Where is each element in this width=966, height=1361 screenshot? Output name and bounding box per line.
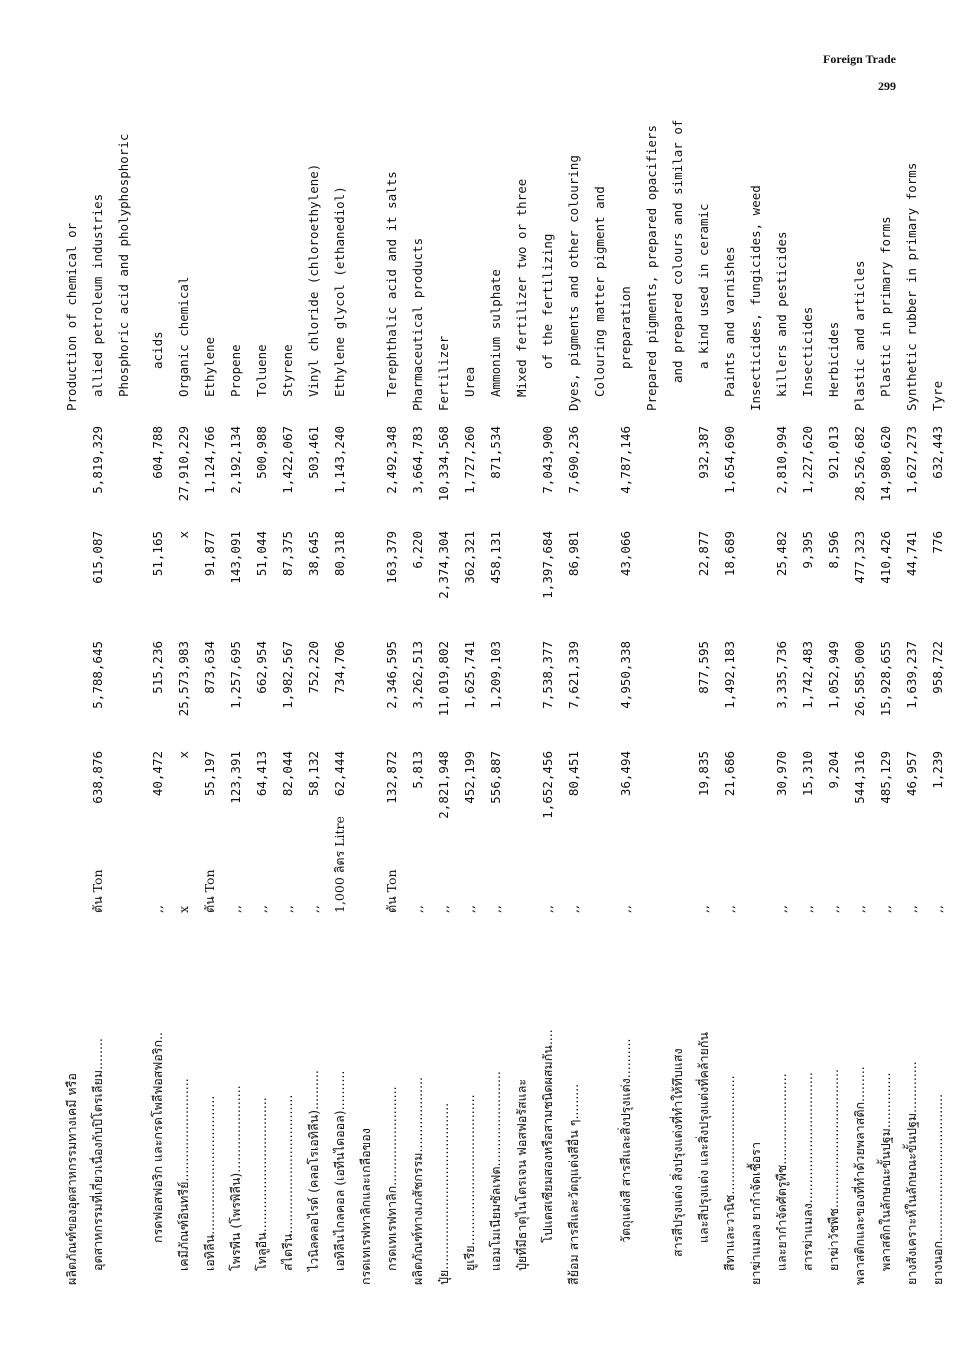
row-description-thai bbox=[588, 1271, 612, 1285]
table-row bbox=[666, 0, 690, 1361]
table-row bbox=[614, 0, 638, 1361]
quantity-year-2: 9,395 bbox=[800, 531, 815, 569]
row-description-english: Vinyl chloride (chloroethylene) bbox=[306, 163, 321, 397]
quantity-year-2: 38,645 bbox=[306, 531, 321, 577]
value-year-1: 1,639,237 bbox=[904, 641, 919, 709]
value-year-2: 7,690,236 bbox=[566, 426, 581, 494]
quantity-year-2: 163,379 bbox=[384, 531, 399, 584]
row-description-english: of the fertilizing bbox=[540, 233, 555, 369]
value-year-2: 604,788 bbox=[150, 426, 165, 479]
row-unit: ตัน Ton bbox=[202, 869, 217, 913]
row-unit: ,, bbox=[410, 905, 425, 913]
row-unit: ,, bbox=[618, 905, 633, 913]
quantity-year-2 bbox=[112, 531, 136, 621]
value-year-1: 5,788,645 bbox=[90, 641, 105, 709]
row-description-english: Prepared pigments, prepared opacifiers bbox=[644, 125, 659, 411]
quantity-year-1: x bbox=[176, 751, 191, 759]
quantity-year-1: 9,204 bbox=[826, 751, 841, 789]
row-description-english: Pharmaceutical products bbox=[410, 237, 425, 411]
quantity-year-2 bbox=[640, 531, 664, 621]
value-year-2 bbox=[510, 426, 534, 526]
row-description-english: Propene bbox=[228, 344, 243, 397]
value-year-1: 1,625,741 bbox=[462, 641, 477, 709]
row-unit: ,, bbox=[566, 905, 581, 913]
quantity-year-2: 1,397,684 bbox=[540, 531, 555, 599]
row-description-english: Ethylene bbox=[202, 336, 217, 397]
quantity-year-1: 30,970 bbox=[774, 751, 789, 797]
row-description-english: Production of chemical or bbox=[64, 222, 79, 411]
row-description-thai: พลาสติกในลักษณะขั้นปฐม.............. bbox=[878, 1072, 893, 1271]
value-year-1: 15,928,655 bbox=[878, 641, 893, 717]
table-row bbox=[354, 0, 378, 1361]
row-unit: ,, bbox=[696, 905, 711, 913]
value-year-2 bbox=[666, 426, 690, 526]
value-year-2 bbox=[112, 426, 136, 526]
quantity-year-2: 410,426 bbox=[878, 531, 893, 584]
row-description-english: killers and pesticides bbox=[774, 231, 789, 397]
row-description-thai: ผลิตภัณฑ์ทางเภสัชกรรม................... bbox=[410, 1076, 425, 1285]
table-row bbox=[250, 0, 274, 1361]
quantity-year-2: 25,482 bbox=[774, 531, 789, 577]
row-description-thai: กรดฟอสฟอริก และกรดโพลีฟอสฟอริก.. bbox=[150, 1031, 165, 1243]
quantity-year-1: 15,310 bbox=[800, 751, 815, 797]
row-description-thai: และยากำจัดศัตรูพืช....................... bbox=[774, 1073, 789, 1271]
value-year-1: 4,950,338 bbox=[618, 641, 633, 709]
row-description-thai: เอทิลีนไกลคอล (เอทีนไดออล).......... bbox=[332, 1070, 347, 1271]
value-year-2: 1,143,240 bbox=[332, 426, 347, 494]
quantity-year-2: 43,066 bbox=[618, 531, 633, 577]
value-year-2 bbox=[60, 426, 84, 526]
row-description-english: Insecticides, fungicides, weed bbox=[748, 185, 763, 411]
value-year-2: 921,013 bbox=[826, 426, 841, 479]
row-unit: ตัน Ton bbox=[90, 869, 105, 913]
table-row bbox=[510, 0, 534, 1361]
table-row bbox=[770, 0, 794, 1361]
table-row bbox=[692, 0, 716, 1361]
quantity-year-2: 6,220 bbox=[410, 531, 425, 569]
value-year-2: 1,422,067 bbox=[280, 426, 295, 494]
row-description-english: Dyes, pigments and other colouring bbox=[566, 155, 581, 411]
row-unit: ,, bbox=[540, 905, 555, 913]
quantity-year-1: 55,197 bbox=[202, 751, 217, 797]
row-description-thai: เคมีภัณฑ์อินทรีย์.......................... bbox=[176, 1078, 191, 1271]
row-unit: ,, bbox=[280, 905, 295, 913]
row-unit: ,, bbox=[722, 905, 737, 913]
row-description-thai: ปุ๋ย.......................................... bbox=[436, 1102, 451, 1285]
row-description-thai bbox=[112, 1271, 136, 1285]
table-row bbox=[328, 0, 352, 1361]
value-year-2 bbox=[744, 426, 768, 526]
quantity-year-1: 19,835 bbox=[696, 751, 711, 797]
quantity-year-2: 87,375 bbox=[280, 531, 295, 577]
row-unit: ,, bbox=[800, 905, 815, 913]
quantity-year-2 bbox=[666, 531, 690, 621]
table-row bbox=[458, 0, 482, 1361]
value-year-1: 2,346,595 bbox=[384, 641, 399, 709]
value-year-2: 1,227,620 bbox=[800, 426, 815, 494]
page-number: 299 bbox=[878, 79, 896, 93]
value-year-1: 734,706 bbox=[332, 641, 347, 694]
row-description-english: allied petroleum industries bbox=[90, 193, 105, 397]
quantity-year-2: 91,877 bbox=[202, 531, 217, 577]
value-year-2 bbox=[354, 426, 378, 526]
quantity-year-1 bbox=[666, 751, 690, 841]
quantity-year-1 bbox=[510, 751, 534, 841]
row-description-english: Paints and varnishes bbox=[722, 246, 737, 397]
row-description-english: Phosphoric acid and pholyphosphoric bbox=[116, 133, 131, 397]
value-year-1: 752,220 bbox=[306, 641, 321, 694]
value-year-1: 3,335,736 bbox=[774, 641, 789, 709]
quantity-year-2: 44,741 bbox=[904, 531, 919, 577]
quantity-year-1: 452,199 bbox=[462, 751, 477, 804]
value-year-2: 1,124,766 bbox=[202, 426, 217, 494]
table-row bbox=[484, 0, 508, 1361]
quantity-year-2: x bbox=[176, 531, 191, 539]
row-description-thai: สไตรีน................................... bbox=[280, 1094, 295, 1271]
quantity-year-1 bbox=[112, 751, 136, 841]
value-year-2: 503,461 bbox=[306, 426, 321, 479]
row-description-english: and prepared colours and similar of bbox=[670, 119, 685, 383]
row-description-thai: เอทิลีน................................... bbox=[202, 1095, 217, 1271]
value-year-2: 3,664,783 bbox=[410, 426, 425, 494]
row-unit: ,, bbox=[254, 905, 269, 913]
value-year-1: 662,954 bbox=[254, 641, 269, 694]
row-unit: ,, bbox=[306, 905, 321, 913]
value-year-2: 871,534 bbox=[488, 426, 503, 479]
row-description-english: Colouring matter pigment and bbox=[592, 186, 607, 397]
quantity-year-2: 2,374,304 bbox=[436, 531, 451, 599]
table-row bbox=[796, 0, 820, 1361]
value-year-1 bbox=[744, 641, 768, 741]
value-year-2: 500,988 bbox=[254, 426, 269, 479]
quantity-year-1: 1,652,456 bbox=[540, 751, 555, 819]
quantity-year-2 bbox=[60, 531, 84, 621]
table-row bbox=[60, 0, 84, 1361]
row-unit: ,, bbox=[904, 905, 919, 913]
quantity-year-2: 51,165 bbox=[150, 531, 165, 577]
quantity-year-1: 2,821,948 bbox=[436, 751, 451, 819]
quantity-year-1: 80,451 bbox=[566, 751, 581, 797]
row-description-english: Herbicides bbox=[826, 321, 841, 397]
row-description-thai: โทลูอีน.................................. bbox=[254, 1097, 269, 1271]
row-description-thai: สารฆ่าแมลง................................. bbox=[800, 1072, 815, 1271]
row-description-thai: แอมโมเนียมซัลเฟต........................ bbox=[488, 1071, 503, 1271]
row-description-thai: ปุ๋ยที่มีธาตุไนโตรเจน ฟอสฟอรัสและ bbox=[514, 1078, 529, 1271]
quantity-year-2: 362,321 bbox=[462, 531, 477, 584]
value-year-2: 27,910,229 bbox=[176, 426, 191, 502]
table-row bbox=[640, 0, 664, 1361]
table-row bbox=[588, 0, 612, 1361]
table-row bbox=[380, 0, 404, 1361]
row-description-english: Synthetic rubber in primary forms bbox=[904, 162, 919, 411]
table-row bbox=[224, 0, 248, 1361]
quantity-year-2: 615,087 bbox=[90, 531, 105, 584]
value-year-1: 877,595 bbox=[696, 641, 711, 694]
row-description-english: Fertilizer bbox=[436, 335, 451, 411]
row-description-thai: โพรพีน (โพรพิลีน)...................... bbox=[228, 1085, 243, 1271]
table-row bbox=[822, 0, 846, 1361]
row-unit: ,, bbox=[826, 905, 841, 913]
value-year-1: 1,209,103 bbox=[488, 641, 503, 709]
table-row bbox=[744, 0, 768, 1361]
quantity-year-1: 132,872 bbox=[384, 751, 399, 804]
value-year-2: 932,387 bbox=[696, 426, 711, 479]
value-year-1: 7,538,377 bbox=[540, 641, 555, 709]
quantity-year-1: 5,813 bbox=[410, 751, 425, 789]
row-description-english: Plastic in primary forms bbox=[878, 216, 893, 397]
row-unit: ตัน Ton bbox=[384, 869, 399, 913]
quantity-year-2: 458,131 bbox=[488, 531, 503, 584]
row-description-thai: ผลิตภัณฑ์ของอุตสาหกรรมทางเคมี หรือ bbox=[64, 1073, 79, 1285]
row-unit: ,, bbox=[774, 905, 789, 913]
quantity-year-2: 86,981 bbox=[566, 531, 581, 577]
value-year-1: 515,236 bbox=[150, 641, 165, 694]
quantity-year-1: 58,132 bbox=[306, 751, 321, 797]
table-row bbox=[172, 0, 196, 1361]
value-year-1: 11,019,802 bbox=[436, 641, 451, 717]
table-row bbox=[926, 0, 950, 1361]
row-description-thai: ยางสังเคราะห์ในลักษณะขั้นปฐม............. bbox=[904, 1061, 919, 1285]
row-description-english: Insecticides bbox=[800, 306, 815, 397]
value-year-1 bbox=[60, 641, 84, 741]
quantity-year-2: 143,091 bbox=[228, 531, 243, 584]
value-year-1 bbox=[354, 641, 378, 741]
row-description-thai: กรดเทเรฟทาลิกและเกลือของ bbox=[358, 1128, 373, 1285]
value-year-1: 26,585,000 bbox=[852, 641, 867, 717]
quantity-year-2 bbox=[588, 531, 612, 621]
quantity-year-1 bbox=[354, 751, 378, 841]
value-year-1 bbox=[640, 641, 664, 741]
row-unit: 1,000 ลิตร Litre bbox=[332, 816, 347, 913]
row-unit: ,, bbox=[462, 905, 477, 913]
value-year-1: 1,742,483 bbox=[800, 641, 815, 709]
value-year-1: 7,621,339 bbox=[566, 641, 581, 709]
value-year-1: 1,982,567 bbox=[280, 641, 295, 709]
row-description-english: Toluene bbox=[254, 344, 269, 397]
row-description-thai: และสีปรุงแต่ง และสิ่งปรุงแต่งที่คล้ายกัน bbox=[696, 1032, 711, 1243]
quantity-year-1 bbox=[744, 751, 768, 841]
quantity-year-2: 8,596 bbox=[826, 531, 841, 569]
quantity-year-1: 544,316 bbox=[852, 751, 867, 804]
quantity-year-1: 485,129 bbox=[878, 751, 893, 804]
table-row bbox=[86, 0, 110, 1361]
value-year-2: 2,810,994 bbox=[774, 426, 789, 494]
value-year-2: 1,654,690 bbox=[722, 426, 737, 494]
quantity-year-2: 18,689 bbox=[722, 531, 737, 577]
row-description-thai: วัตถุแต่งสี สารสีและสิ่งปรุงแต่ง.......... bbox=[618, 1038, 633, 1243]
table-row bbox=[848, 0, 872, 1361]
value-year-2: 1,627,273 bbox=[904, 426, 919, 494]
value-year-2: 2,492,348 bbox=[384, 426, 399, 494]
table-row bbox=[562, 0, 586, 1361]
quantity-year-1: 556,887 bbox=[488, 751, 503, 804]
table-row bbox=[146, 0, 170, 1361]
quantity-year-2: 80,318 bbox=[332, 531, 347, 577]
row-unit: ,, bbox=[852, 905, 867, 913]
row-description-english: Tyre bbox=[930, 380, 945, 411]
value-year-1: 25,573,983 bbox=[176, 641, 191, 717]
table-row bbox=[432, 0, 456, 1361]
row-description-english: Plastic and articles bbox=[852, 260, 867, 411]
row-description-thai: ยาฆ่าวัชพืช................................... bbox=[826, 1069, 841, 1271]
row-description-english: acids bbox=[150, 331, 165, 369]
quantity-year-1: 1,239 bbox=[930, 751, 945, 789]
row-unit: ,, bbox=[488, 905, 503, 913]
row-description-thai: ไวนิลคลอไรด์ (คลอโรเอทิลีน).......... bbox=[306, 1070, 321, 1271]
quantity-year-1 bbox=[588, 751, 612, 841]
value-year-1: 1,257,695 bbox=[228, 641, 243, 709]
row-description-thai: ยูเรีย...................................... bbox=[462, 1094, 477, 1271]
quantity-year-2 bbox=[510, 531, 534, 621]
value-year-1: 1,052,949 bbox=[826, 641, 841, 709]
row-description-english: Mixed fertilizer two or three bbox=[514, 178, 529, 397]
table-row bbox=[406, 0, 430, 1361]
table-row bbox=[900, 0, 924, 1361]
row-description-thai: ยางนอก..................................... bbox=[930, 1093, 945, 1285]
row-description-english: preparation bbox=[618, 286, 633, 369]
row-description-english: Organic chemical bbox=[176, 276, 191, 397]
value-year-2: 10,334,568 bbox=[436, 426, 451, 502]
row-unit: ,, bbox=[228, 905, 243, 913]
value-year-2: 5,819,329 bbox=[90, 426, 105, 494]
value-year-1 bbox=[510, 641, 534, 741]
row-unit: x bbox=[176, 905, 191, 913]
value-year-1: 958,722 bbox=[930, 641, 945, 694]
row-description-thai: กรดเทเรฟทาลิก......................... bbox=[384, 1086, 399, 1271]
quantity-year-2: 22,877 bbox=[696, 531, 711, 577]
table-row bbox=[276, 0, 300, 1361]
section-title: Foreign Trade bbox=[823, 52, 896, 66]
quantity-year-1: 64,413 bbox=[254, 751, 269, 797]
quantity-year-2: 776 bbox=[930, 531, 945, 554]
quantity-year-1: 638,876 bbox=[90, 751, 105, 804]
value-year-2: 14,980,620 bbox=[878, 426, 893, 502]
row-description-english: Ethylene glycol (ethanediol) bbox=[332, 186, 347, 397]
row-description-english: Ammonium sulphate bbox=[488, 269, 503, 397]
table-row bbox=[718, 0, 742, 1361]
row-unit: ,, bbox=[930, 905, 945, 913]
row-description-thai: อุตสาหกรรมที่เกี่ยวเนื่องกับปิโตรเลียม........ bbox=[90, 1038, 105, 1271]
value-year-2: 7,043,900 bbox=[540, 426, 555, 494]
row-description-thai: ยาฆ่าแมลง ยากำจัดเชื้อรา bbox=[748, 1141, 763, 1285]
quantity-year-1: 82,044 bbox=[280, 751, 295, 797]
row-unit: ,, bbox=[150, 905, 165, 913]
row-description-english: Urea bbox=[462, 366, 477, 397]
row-description-thai: สีย้อม สารสีและวัตถุแต่งสีอื่น ๆ......... bbox=[566, 1083, 581, 1285]
quantity-year-1: 40,472 bbox=[150, 751, 165, 797]
quantity-year-1: 123,391 bbox=[228, 751, 243, 804]
value-year-2: 2,192,134 bbox=[228, 426, 243, 494]
value-year-1 bbox=[588, 641, 612, 741]
quantity-year-1 bbox=[640, 751, 664, 841]
quantity-year-2 bbox=[354, 531, 378, 621]
value-year-2: 4,787,146 bbox=[618, 426, 633, 494]
quantity-year-1: 62,444 bbox=[332, 751, 347, 797]
row-description-thai: สีทาและวานิช.............................. bbox=[722, 1075, 737, 1271]
value-year-1: 1,492,183 bbox=[722, 641, 737, 709]
table-row bbox=[198, 0, 222, 1361]
value-year-2 bbox=[640, 426, 664, 526]
quantity-year-2: 51,044 bbox=[254, 531, 269, 577]
quantity-year-2: 477,323 bbox=[852, 531, 867, 584]
quantity-year-1: 36,494 bbox=[618, 751, 633, 797]
row-description-thai: โปแตสเซียมสองหรือสามชนิดผสมกัน.... bbox=[540, 1029, 555, 1243]
row-description-english: Terephthalic acid and it salts bbox=[384, 171, 399, 397]
value-year-1: 3,262,513 bbox=[410, 641, 425, 709]
quantity-year-1 bbox=[60, 751, 84, 841]
quantity-year-1: 21,686 bbox=[722, 751, 737, 797]
value-year-2: 1,727,260 bbox=[462, 426, 477, 494]
table-row bbox=[874, 0, 898, 1361]
row-description-english: a kind used in ceramic bbox=[696, 203, 711, 369]
table-row bbox=[112, 0, 136, 1361]
row-description-thai: สารสีปรุงแต่ง สิ่งปรุงแต่งที่ทำให้ทึบแสง bbox=[670, 1048, 685, 1257]
value-year-2 bbox=[588, 426, 612, 526]
row-description-english: Styrene bbox=[280, 344, 295, 397]
quantity-year-1: 46,957 bbox=[904, 751, 919, 797]
value-year-1 bbox=[666, 641, 690, 741]
row-unit: ,, bbox=[436, 905, 451, 913]
row-description-thai: พลาสติกและของที่ทำด้วยพลาสติก......... bbox=[852, 1066, 867, 1285]
value-year-2: 632,443 bbox=[930, 426, 945, 479]
value-year-1 bbox=[112, 641, 136, 741]
table-row bbox=[536, 0, 560, 1361]
value-year-1: 873,634 bbox=[202, 641, 217, 694]
quantity-year-2 bbox=[744, 531, 768, 621]
row-unit: ,, bbox=[878, 905, 893, 913]
table-row bbox=[302, 0, 326, 1361]
value-year-2: 28,526,682 bbox=[852, 426, 867, 502]
